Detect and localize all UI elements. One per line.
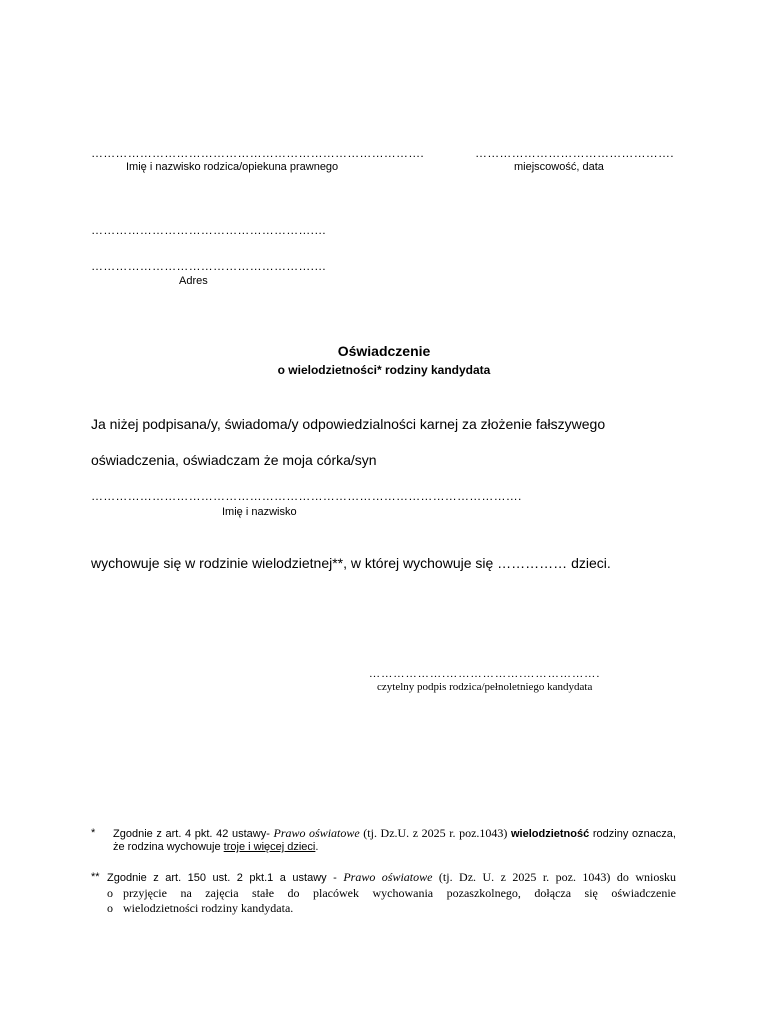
footnote-1-law-name: Prawo oświatowe bbox=[273, 826, 360, 840]
footnote-2-bullet-1: o bbox=[107, 886, 113, 900]
address-label: Adres bbox=[179, 275, 208, 287]
document-subtitle: o wielodzietności* rodziny kandydata bbox=[277, 363, 491, 377]
parent-name-dots: ………………………………………………………………………. bbox=[91, 146, 424, 160]
footnote-2-bullet-2: o bbox=[107, 901, 113, 915]
place-date-label: miejscowość, data bbox=[514, 161, 604, 173]
footnote-2-line-3: wielodzietności rodziny kandydata. bbox=[123, 901, 294, 915]
footnote-1-underlined: troje i więcej dzieci bbox=[223, 841, 316, 853]
place-date-dots: …………………………………………. bbox=[475, 146, 674, 160]
signature-label: czytelny podpis rodzica/pełnoletniego kandydata bbox=[377, 681, 593, 693]
declaration-line-1: Ja niżej podpisana/y, świadoma/y odpowiedzialności karnej za złożenie fałszywego bbox=[91, 416, 606, 432]
footnote-2-marker: ** bbox=[91, 871, 100, 883]
declaration-line-2: oświadczenia, oświadczam że moja córka/syn bbox=[91, 452, 377, 468]
footnote-1-bold-term: wielodzietność bbox=[511, 828, 590, 840]
footnote-2-law-name: Prawo oświatowe bbox=[343, 870, 433, 884]
child-name-label: Imię i nazwisko bbox=[222, 506, 297, 518]
footnote-2-text-a: Zgodnie z art. 150 ust. 2 pkt.1 a ustawy - bbox=[107, 872, 344, 884]
footnote-1-text-d: . bbox=[315, 841, 319, 853]
footnote-1-text-a: Zgodnie z art. 4 pkt. 42 ustawy- bbox=[113, 828, 274, 840]
footnote-1-text-c: rodziny oznacza, że rodzina wychowuje bbox=[113, 828, 676, 853]
footnote-2-text-b: (tj. Dz. U. z 2025 r. poz. 1043) do wniosku bbox=[432, 870, 676, 884]
declaration-line-3: wychowuje się w rodzinie wielodzietnej**, w której wychowuje się …………… dzieci. bbox=[91, 555, 611, 571]
document-title: Oświadczenie bbox=[337, 343, 431, 359]
address-line-1-dots: ……………………………………………….… bbox=[91, 223, 327, 237]
signature-dots: ……………….……………….………………. bbox=[369, 668, 601, 680]
address-line-2-dots: ……………………………………………….… bbox=[91, 259, 327, 273]
parent-name-label: Imię i nazwisko rodzica/opiekuna prawnego bbox=[126, 161, 339, 173]
footnote-2-line-2: przyjęcie na zajęcia stałe do placówek wychowania pozaszkolnego, dołącza się oświadczenie bbox=[123, 886, 676, 900]
footnote-1-marker: * bbox=[91, 827, 96, 839]
footnote-1 bbox=[91, 827, 676, 854]
child-name-dots: ……………………………………………………………………………………………. bbox=[91, 489, 522, 503]
footnote-2 bbox=[91, 871, 676, 916]
footnote-1-text-b: (tj. Dz.U. z 2025 r. poz.1043) bbox=[359, 826, 511, 840]
